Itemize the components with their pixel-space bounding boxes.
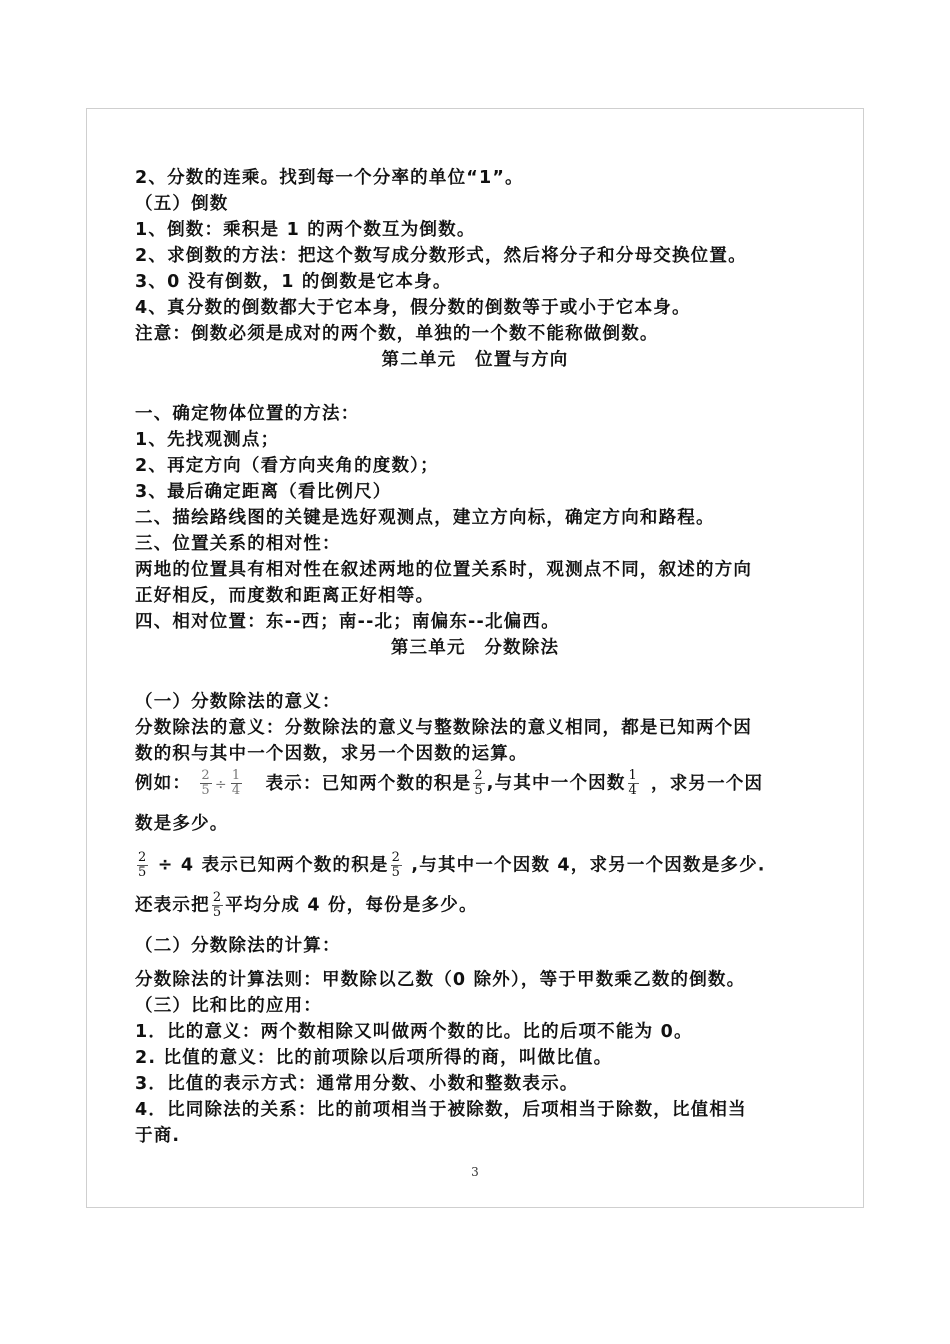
text-line: 数是多少。	[135, 814, 229, 834]
example-text: 表示：已知两个数的积是	[265, 773, 472, 794]
text-line: 3、0 没有倒数，1 的倒数是它本身。	[135, 272, 452, 292]
fraction: $\frac{2}{5}$	[138, 850, 148, 880]
text-line: 于商.	[135, 1126, 181, 1146]
text-line: 2、求倒数的方法：把这个数写成分数形式，然后将分子和分母交换位置。	[135, 246, 747, 266]
text-line: 分数除法的计算法则：甲数除以乙数（0 除外），等于甲数乘乙数的倒数。	[135, 970, 746, 990]
text-line: 注意：倒数必须是成对的两个数，单独的一个数不能称做倒数。	[135, 324, 659, 344]
example-line-2	[135, 851, 766, 880]
section-heading: （二）分数除法的计算：	[135, 936, 341, 956]
text-line: 1、先找观测点；	[135, 430, 280, 450]
text-line: 4、真分数的倒数都大于它本身，假分数的倒数等于或小于它本身。	[135, 298, 691, 318]
text-line: 2、分数的连乘。找到每一个分率的单位“1”。	[135, 168, 524, 188]
text-line: 两地的位置具有相对性在叙述两地的位置关系时，观测点不同，叙述的方向	[135, 560, 753, 580]
text-line: 3．比值的表示方式：通常用分数、小数和整数表示。	[135, 1074, 579, 1094]
section-heading: （一）分数除法的意义：	[135, 692, 341, 712]
text-line: 4．比同除法的关系：比的前项相当于被除数，后项相当于除数，比值相当	[135, 1100, 747, 1120]
example-text: ,与其中一个因数	[486, 773, 626, 794]
fraction: $\frac{1}{4}$	[231, 768, 242, 798]
example-line-3	[135, 891, 478, 920]
unit-title: 第三单元 分数除法	[390, 638, 560, 658]
text-line: 四、相对位置：东--西；南--北；南偏东--北偏西。	[135, 612, 560, 632]
fraction: $\frac{2}{5}$	[474, 768, 484, 798]
document-page	[86, 108, 864, 1208]
example-text: ÷ 4 表示已知两个数的积是	[157, 855, 389, 876]
example-text: ,与其中一个因数 4，求另一个因数是多少.	[411, 855, 766, 876]
divide-sign: ÷	[214, 776, 228, 793]
fraction: $\frac{2}{5}$	[391, 850, 402, 880]
section-heading: 一、确定物体位置的方法：	[135, 404, 360, 424]
section-heading: （五）倒数	[135, 194, 229, 214]
text-line: 分数除法的意义：分数除法的意义与整数除法的意义相同，都是已知两个因	[135, 718, 753, 738]
text-line: 1．比的意义：两个数相除又叫做两个数的比。比的后项不能为 0。	[135, 1022, 693, 1042]
example-text: 还表示把	[135, 895, 210, 916]
text-line: 3、最后确定距离（看比例尺）	[135, 482, 392, 502]
text-line: 二、描绘路线图的关键是选好观测点，建立方向标，确定方向和路程。	[135, 508, 715, 528]
fraction: $\frac{2}{5}$	[201, 768, 211, 798]
text-line: 2、再定方向（看方向夹角的度数）；	[135, 456, 439, 476]
fraction: $\frac{2}{5}$	[212, 890, 223, 920]
page-number: 3	[471, 1165, 479, 1179]
section-heading: 三、位置关系的相对性：	[135, 534, 341, 554]
text-line: 1、倒数：乘积是 1 的两个数互为倒数。	[135, 220, 476, 240]
text-line: 数的积与其中一个因数，求另一个因数的运算。	[135, 744, 528, 764]
example-prefix: 例如：	[135, 773, 192, 794]
example-text: 平均分成 4 份，每份是多少。	[225, 895, 478, 916]
section-heading: （三）比和比的应用：	[135, 996, 322, 1016]
fraction: $\frac{1}{4}$	[628, 768, 639, 798]
text-line: 2. 比值的意义：比的前项除以后项所得的商，叫做比值。	[135, 1048, 613, 1068]
example-line-1	[135, 769, 763, 798]
unit-title: 第二单元 位置与方向	[381, 350, 569, 370]
example-text: ，求另一个因	[651, 773, 764, 794]
text-line: 正好相反，而度数和距离正好相等。	[135, 586, 435, 606]
